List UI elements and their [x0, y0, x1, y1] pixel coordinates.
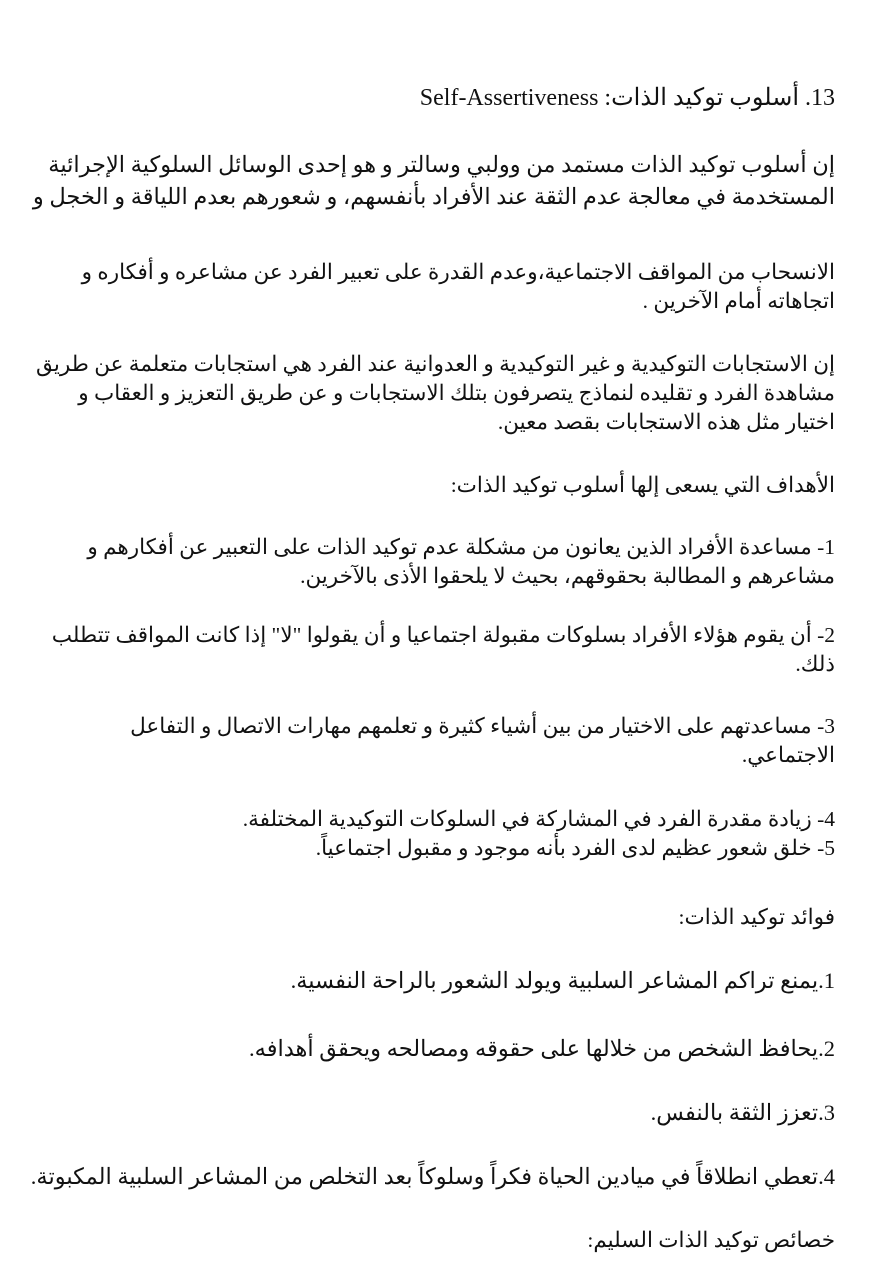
benefit-item: 2.يحافظ الشخص من خلالها على حقوقه ومصالحه ويحقق أهدافه. — [249, 1036, 835, 1061]
text-line: اختيار مثل هذه الاستجابات بقصد معين. — [497, 410, 835, 434]
goal-item — [87, 533, 835, 591]
text-line: 4- زيادة مقدرة الفرد في المشاركة في السلوكات التوكيدية المختلفة. — [242, 807, 835, 831]
intro-paragraph — [33, 149, 835, 213]
text-line: 5- خلق شعور عظيم لدى الفرد بأنه موجود و مقبول اجتماعياً. — [315, 836, 835, 860]
benefit-item: 4.تعطي انطلاقاً في ميادين الحياة فكراً وسلوكاً بعد التخلص من المشاعر السلبية المكبوتة. — [30, 1164, 835, 1189]
text-line: اتجاهاته أمام الآخرين . — [642, 289, 835, 313]
text-line: 2- أن يقوم هؤلاء الأفراد بسلوكات مقبولة اجتماعيا و أن يقولوا "لا" إذا كانت المواقف تتطلب — [51, 623, 835, 647]
text-line: 1- مساعدة الأفراد الذين يعانون من مشكلة عدم توكيد الذات على التعبير عن أفكارهم و — [87, 535, 835, 559]
continuation-paragraph — [82, 258, 835, 316]
section-heading — [420, 82, 835, 114]
text-line: 3- مساعدتهم على الاختيار من بين أشياء كثيرة و تعلمهم مهارات الاتصال و التفاعل — [130, 714, 835, 738]
goal-item — [52, 621, 835, 679]
text-line: إن الاستجابات التوكيدية و غير التوكيدية و العدوانية عند الفرد هي استجابات متعلمة عن طريق — [35, 352, 835, 376]
traits-heading: خصائص توكيد الذات السليم: — [587, 1228, 835, 1252]
goals-heading: الأهداف التي يسعى إلها أسلوب توكيد الذات: — [450, 473, 835, 497]
text-line: الانسحاب من المواقف الاجتماعية،وعدم القدرة على تعبير الفرد عن مشاعره و أفكاره و — [81, 260, 835, 284]
text-line: الاجتماعي. — [741, 743, 835, 767]
goal-item — [243, 805, 835, 863]
text-line: مشاعرهم و المطالبة بحقوقهم، بحيث لا يلحقوا الأذى بالآخرين. — [300, 564, 835, 588]
text-line: المستخدمة في معالجة عدم الثقة عند الأفراد بأنفسهم، و شعورهم بعدم اللياقة و الخجل و — [32, 184, 835, 209]
goal-item — [130, 712, 835, 770]
responses-paragraph — [36, 350, 835, 437]
benefit-item: 3.تعزز الثقة بالنفس. — [650, 1100, 835, 1125]
section-heading-arabic: 13. أسلوب توكيد الذات: — [604, 85, 835, 111]
benefits-heading: فوائد توكيد الذات: — [678, 905, 835, 929]
text-line: إن أسلوب توكيد الذات مستمد من وولبي وسالتر و هو إحدى الوسائل السلوكية الإجرائية — [48, 152, 835, 177]
section-heading-english: Self-Assertiveness — [419, 85, 599, 111]
text-line: ذلك. — [795, 652, 835, 676]
benefit-item: 1.يمنع تراكم المشاعر السلبية ويولد الشعور بالراحة النفسية. — [290, 968, 835, 993]
text-line: مشاهدة الفرد و تقليده لنماذج يتصرفون بتلك الاستجابات و عن طريق التعزيز و العقاب و — [78, 381, 835, 405]
